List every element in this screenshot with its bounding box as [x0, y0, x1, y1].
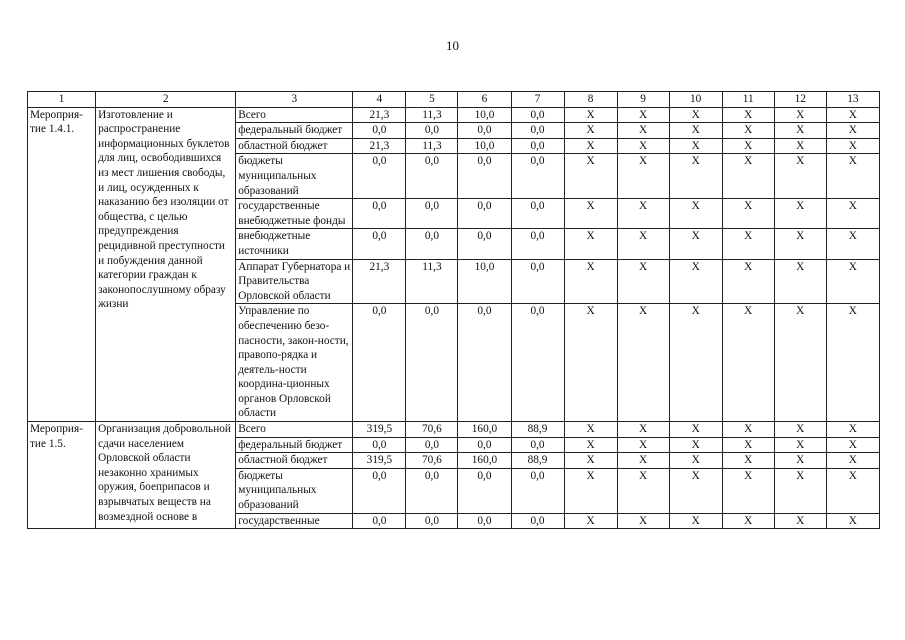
table-row [28, 107, 880, 123]
x-mark-cell: X [669, 468, 722, 513]
x-mark-cell: X [774, 422, 826, 438]
x-mark-cell: X [564, 453, 617, 469]
column-header: 12 [774, 92, 826, 108]
x-mark-cell: X [669, 422, 722, 438]
x-mark-cell: X [722, 199, 774, 229]
amount-cell: 0,0 [353, 513, 406, 529]
column-header: 6 [458, 92, 511, 108]
x-mark-cell: X [722, 304, 774, 422]
x-mark-cell: X [826, 259, 879, 304]
amount-cell: 70,6 [406, 453, 458, 469]
x-mark-cell: X [774, 304, 826, 422]
amount-cell: 0,0 [458, 154, 511, 199]
x-mark-cell: X [722, 138, 774, 154]
amount-cell: 21,3 [353, 138, 406, 154]
amount-cell: 0,0 [511, 259, 564, 304]
column-header: 9 [617, 92, 669, 108]
x-mark-cell: X [564, 468, 617, 513]
x-mark-cell: X [722, 437, 774, 453]
amount-cell: 0,0 [406, 468, 458, 513]
amount-cell: 11,3 [406, 107, 458, 123]
amount-cell: 0,0 [353, 304, 406, 422]
x-mark-cell: X [564, 259, 617, 304]
x-mark-cell: X [617, 199, 669, 229]
funding-source: бюджеты муниципальных образований [236, 468, 353, 513]
amount-cell: 0,0 [458, 229, 511, 259]
x-mark-cell: X [564, 229, 617, 259]
amount-cell: 0,0 [353, 468, 406, 513]
x-mark-cell: X [669, 259, 722, 304]
column-header: 11 [722, 92, 774, 108]
amount-cell: 319,5 [353, 453, 406, 469]
amount-cell: 0,0 [511, 468, 564, 513]
x-mark-cell: X [826, 304, 879, 422]
x-mark-cell: X [617, 123, 669, 139]
funding-source: внебюджетные источники [236, 229, 353, 259]
x-mark-cell: X [722, 154, 774, 199]
amount-cell: 0,0 [511, 513, 564, 529]
page-number: 10 [446, 38, 459, 53]
column-header: 1 [28, 92, 96, 108]
x-mark-cell: X [722, 468, 774, 513]
x-mark-cell: X [564, 304, 617, 422]
x-mark-cell: X [826, 468, 879, 513]
x-mark-cell: X [669, 453, 722, 469]
column-header: 4 [353, 92, 406, 108]
amount-cell: 160,0 [458, 453, 511, 469]
x-mark-cell: X [826, 199, 879, 229]
amount-cell: 0,0 [511, 304, 564, 422]
funding-source: государственные [236, 513, 353, 529]
amount-cell: 0,0 [353, 123, 406, 139]
x-mark-cell: X [722, 513, 774, 529]
x-mark-cell: X [617, 154, 669, 199]
amount-cell: 10,0 [458, 138, 511, 154]
x-mark-cell: X [564, 199, 617, 229]
x-mark-cell: X [774, 513, 826, 529]
x-mark-cell: X [774, 138, 826, 154]
x-mark-cell: X [826, 513, 879, 529]
amount-cell: 0,0 [511, 107, 564, 123]
x-mark-cell: X [774, 107, 826, 123]
column-header: 3 [236, 92, 353, 108]
x-mark-cell: X [722, 422, 774, 438]
x-mark-cell: X [617, 107, 669, 123]
x-mark-cell: X [722, 259, 774, 304]
amount-cell: 70,6 [406, 422, 458, 438]
x-mark-cell: X [722, 107, 774, 123]
x-mark-cell: X [774, 259, 826, 304]
x-mark-cell: X [722, 453, 774, 469]
event-description: Изготовление и распространение информационных буклетов для лиц, освободившихся из мест лишения свободы, и лиц, осужденных к наказанию без изоляции от общества, с целью предупреждения рецидивной преступности и побуждения данной категории граждан к законопослушному образу жизни [96, 107, 236, 421]
amount-cell: 0,0 [406, 154, 458, 199]
x-mark-cell: X [617, 513, 669, 529]
funding-source: федеральный бюджет [236, 123, 353, 139]
amount-cell: 0,0 [458, 468, 511, 513]
amount-cell: 10,0 [458, 107, 511, 123]
funding-source: Всего [236, 422, 353, 438]
amount-cell: 0,0 [353, 199, 406, 229]
column-header: 8 [564, 92, 617, 108]
amount-cell: 0,0 [458, 199, 511, 229]
amount-cell: 319,5 [353, 422, 406, 438]
table-row [28, 422, 880, 438]
x-mark-cell: X [669, 138, 722, 154]
column-header: 13 [826, 92, 879, 108]
x-mark-cell: X [564, 138, 617, 154]
amount-cell: 11,3 [406, 138, 458, 154]
x-mark-cell: X [826, 422, 879, 438]
amount-cell: 21,3 [353, 107, 406, 123]
x-mark-cell: X [826, 437, 879, 453]
amount-cell: 88,9 [511, 422, 564, 438]
amount-cell: 0,0 [511, 199, 564, 229]
funding-source: федеральный бюджет [236, 437, 353, 453]
x-mark-cell: X [669, 437, 722, 453]
amount-cell: 160,0 [458, 422, 511, 438]
x-mark-cell: X [774, 453, 826, 469]
x-mark-cell: X [564, 154, 617, 199]
x-mark-cell: X [774, 199, 826, 229]
amount-cell: 11,3 [406, 259, 458, 304]
x-mark-cell: X [722, 229, 774, 259]
funding-source: государственные внебюджетные фонды [236, 199, 353, 229]
amount-cell: 0,0 [511, 138, 564, 154]
amount-cell: 0,0 [353, 437, 406, 453]
x-mark-cell: X [774, 123, 826, 139]
amount-cell: 88,9 [511, 453, 564, 469]
column-header: 10 [669, 92, 722, 108]
event-code: Мероприя-тие 1.4.1. [28, 107, 96, 421]
amount-cell: 21,3 [353, 259, 406, 304]
x-mark-cell: X [669, 154, 722, 199]
x-mark-cell: X [617, 138, 669, 154]
x-mark-cell: X [564, 107, 617, 123]
x-mark-cell: X [669, 123, 722, 139]
event-code: Мероприя-тие 1.5. [28, 422, 96, 529]
header-row [28, 92, 880, 108]
amount-cell: 0,0 [458, 437, 511, 453]
x-mark-cell: X [826, 154, 879, 199]
event-description: Организация добровольной сдачи населением Орловской области незаконно хранимых оружия, боеприпасов и взрывчатых веществ на возмездной основе в [96, 422, 236, 529]
x-mark-cell: X [617, 468, 669, 513]
x-mark-cell: X [564, 123, 617, 139]
x-mark-cell: X [774, 437, 826, 453]
x-mark-cell: X [826, 123, 879, 139]
x-mark-cell: X [564, 422, 617, 438]
x-mark-cell: X [669, 199, 722, 229]
x-mark-cell: X [774, 468, 826, 513]
x-mark-cell: X [617, 229, 669, 259]
x-mark-cell: X [826, 453, 879, 469]
x-mark-cell: X [669, 229, 722, 259]
x-mark-cell: X [564, 437, 617, 453]
x-mark-cell: X [564, 513, 617, 529]
amount-cell: 0,0 [406, 229, 458, 259]
amount-cell: 0,0 [511, 229, 564, 259]
x-mark-cell: X [617, 437, 669, 453]
amount-cell: 0,0 [353, 154, 406, 199]
x-mark-cell: X [669, 304, 722, 422]
amount-cell: 0,0 [353, 229, 406, 259]
funding-source: Всего [236, 107, 353, 123]
column-header: 7 [511, 92, 564, 108]
x-mark-cell: X [669, 513, 722, 529]
x-mark-cell: X [617, 259, 669, 304]
x-mark-cell: X [617, 422, 669, 438]
funding-source: областной бюджет [236, 138, 353, 154]
x-mark-cell: X [826, 229, 879, 259]
x-mark-cell: X [826, 107, 879, 123]
column-header: 5 [406, 92, 458, 108]
x-mark-cell: X [826, 138, 879, 154]
column-header: 2 [96, 92, 236, 108]
funding-source: областной бюджет [236, 453, 353, 469]
amount-cell: 0,0 [406, 304, 458, 422]
funding-source: бюджеты муниципальных образований [236, 154, 353, 199]
amount-cell: 0,0 [458, 513, 511, 529]
amount-cell: 0,0 [406, 437, 458, 453]
amount-cell: 0,0 [511, 154, 564, 199]
funding-source: Аппарат Губернатора и Правительства Орловской области [236, 259, 353, 304]
amount-cell: 0,0 [458, 123, 511, 139]
x-mark-cell: X [774, 229, 826, 259]
x-mark-cell: X [669, 107, 722, 123]
x-mark-cell: X [722, 123, 774, 139]
budget-table [27, 91, 880, 529]
x-mark-cell: X [617, 453, 669, 469]
x-mark-cell: X [617, 304, 669, 422]
x-mark-cell: X [774, 154, 826, 199]
amount-cell: 0,0 [406, 123, 458, 139]
amount-cell: 0,0 [511, 437, 564, 453]
amount-cell: 0,0 [406, 513, 458, 529]
amount-cell: 0,0 [511, 123, 564, 139]
funding-source: Управление по обеспечению безо-пасности, закон-ности, правопо-рядка и деятель-ности координа-ционных органов Орловской области [236, 304, 353, 422]
amount-cell: 0,0 [406, 199, 458, 229]
amount-cell: 0,0 [458, 304, 511, 422]
amount-cell: 10,0 [458, 259, 511, 304]
